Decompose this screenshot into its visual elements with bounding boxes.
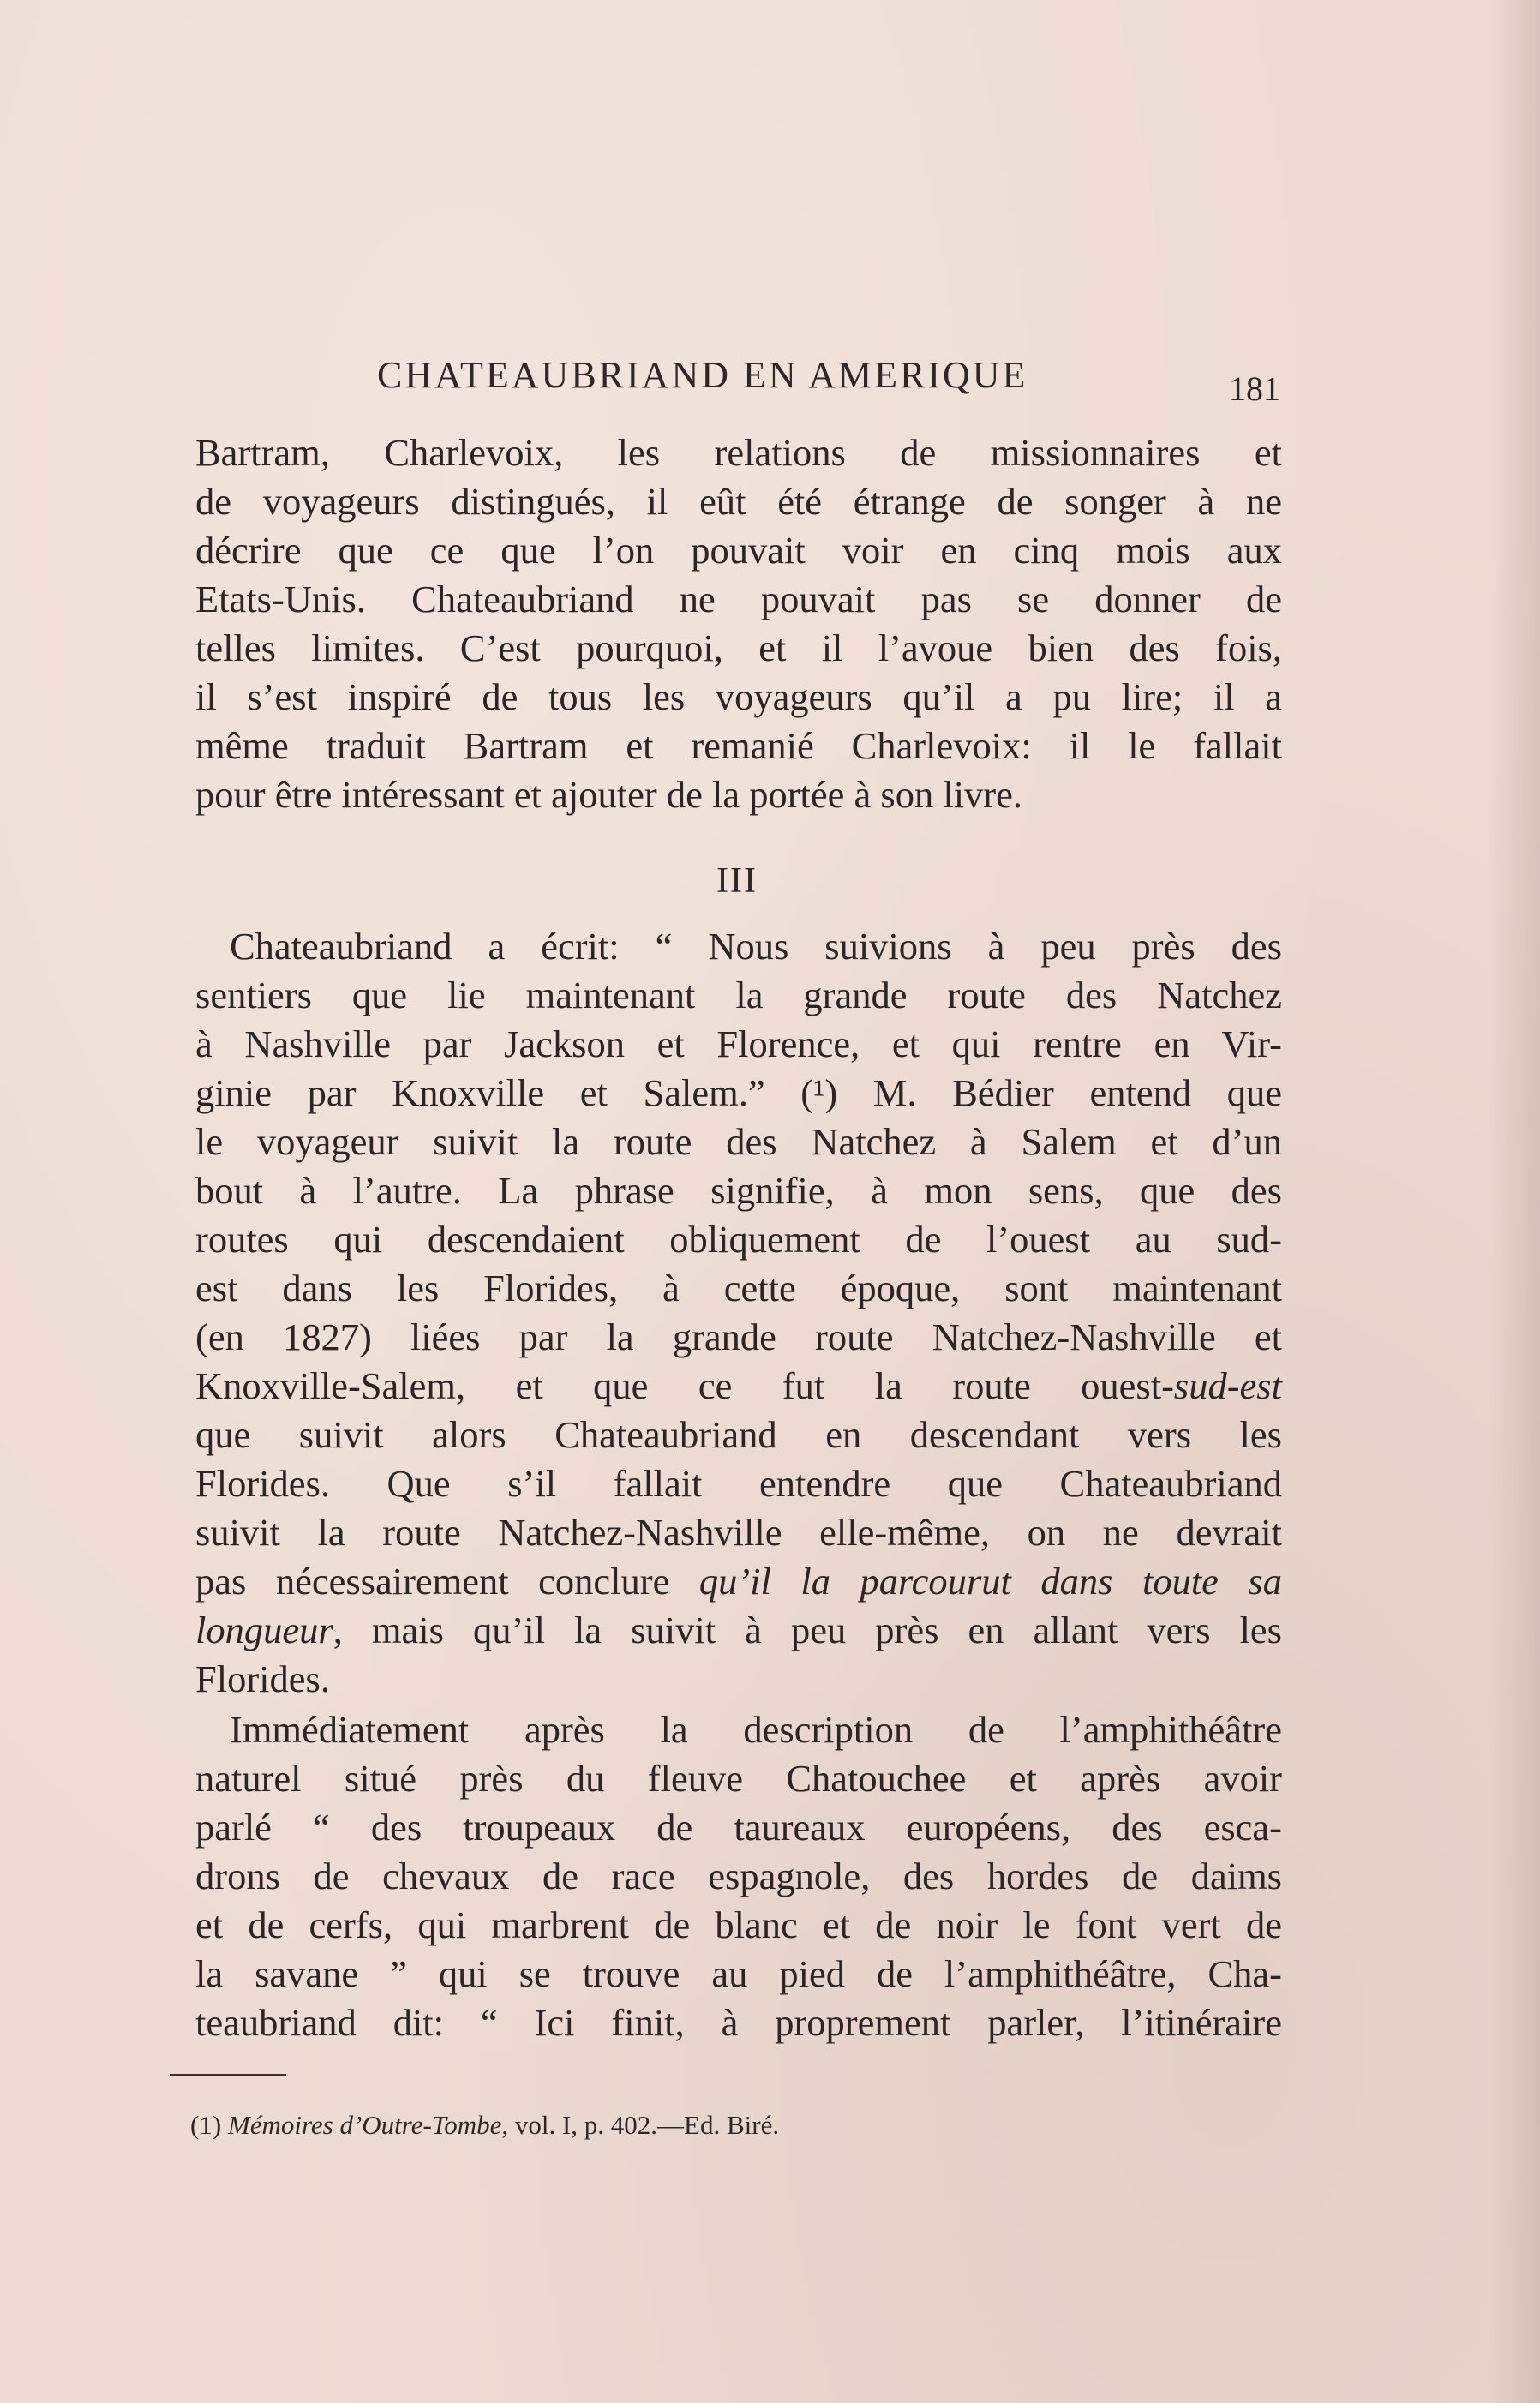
text-line: ginie par Knoxville et Salem.” (¹) M. Bédier entend que [195, 1071, 1282, 1114]
text-run: , mais qu’il la suivit à peu près en allant vers les [333, 1609, 1282, 1651]
paragraph-3 [195, 1705, 1282, 2047]
text-line: teaubriand dit: “ Ici finit, à proprement parler, l’itinéraire [195, 2001, 1282, 2044]
text-line: naturel situé près du fleuve Chatouchee et après avoir [195, 1757, 1282, 1800]
text-line [195, 1606, 1282, 1655]
text-run: Knoxville-Salem, et que ce fut la route ouest- [195, 1364, 1174, 1407]
text-line: Chateaubriand a écrit: “ Nous suivions à peu près des [230, 925, 1282, 968]
running-head: CHATEAUBRIAND EN AMERIQUE [377, 354, 1028, 396]
text-line: que suivit alors Chateaubriand en descendant vers les [195, 1413, 1282, 1456]
text-line: le voyageur suivit la route des Natchez à Salem et d’un [195, 1120, 1282, 1163]
footnote-title: Mémoires d’Outre-Tombe [227, 2110, 502, 2140]
text-line: même traduit Bartram et remanié Charlevoix: il le fallait [195, 724, 1282, 767]
text-line: drons de chevaux de race espagnole, des hordes de daims [195, 1855, 1282, 1897]
text-line: Etats-Unis. Chateaubriand ne pouvait pas se donner de [195, 578, 1282, 620]
footnote-rule [170, 2074, 286, 2076]
text-line: Immédiatement après la description de l’amphithéâtre [230, 1708, 1282, 1751]
italic-run: qu’il la parcourut dans toute sa [698, 1560, 1283, 1603]
text-line [195, 1557, 1282, 1606]
text-line: Florides. Que s’il fallait entendre que Chateaubriand [195, 1462, 1282, 1505]
text-line: la savane ” qui se trouve au pied de l’amphithéâtre, Cha- [195, 1952, 1282, 1995]
italic-run: longueur [195, 1609, 333, 1651]
text-line: suivit la route Natchez-Nashville elle-même, on ne devrait [195, 1511, 1282, 1554]
text-line: à Nashville par Jackson et Florence, et qui rentre en Vir- [195, 1022, 1282, 1065]
page-gutter-shadow [1489, 0, 1540, 2403]
text-line: routes qui descendaient obliquement de l’ouest au sud- [195, 1218, 1282, 1261]
italic-run: sud-est [1173, 1364, 1282, 1407]
text-line: parlé “ des troupeaux de taureaux européens, des esca- [195, 1806, 1282, 1849]
section-heading: III [716, 861, 758, 901]
text-line: sentiers que lie maintenant la grande route des Natchez [195, 974, 1282, 1016]
footnote-reference: , vol. I, p. 402.—Ed. Biré. [501, 2110, 780, 2140]
text-line: (en 1827) liées par la grande route Natchez-Nashville et [195, 1315, 1282, 1358]
text-line: de voyageurs distingués, il eût été étrange de songer à ne [195, 480, 1282, 523]
footnote [190, 2110, 779, 2141]
text-line: Bartram, Charlevoix, les relations de missionnaires et [195, 431, 1282, 474]
page-number: 181 [1229, 369, 1280, 408]
footnote-marker: (1) [190, 2110, 222, 2140]
text-run: pas nécessairement conclure [195, 1560, 699, 1603]
text-line: décrire que ce que l’on pouvait voir en cinq mois aux [195, 529, 1282, 572]
text-line: Florides. [195, 1657, 330, 1700]
text-line: et de cerfs, qui marbrent de blanc et de noir le font vert de [195, 1903, 1282, 1946]
paragraph-2 [195, 922, 1282, 1704]
text-line [195, 1362, 1282, 1411]
text-line: est dans les Florides, à cette époque, sont maintenant [195, 1267, 1282, 1309]
text-line: telles limites. C’est pourquoi, et il l’avoue bien des fois, [195, 626, 1282, 669]
text-line: pour être intéressant et ajouter de la portée à son livre. [195, 773, 1023, 816]
paragraph-1 [195, 428, 1282, 819]
text-line: bout à l’autre. La phrase signifie, à mon sens, que des [195, 1169, 1282, 1212]
text-line: il s’est inspiré de tous les voyageurs qu’il a pu lire; il a [195, 675, 1282, 718]
